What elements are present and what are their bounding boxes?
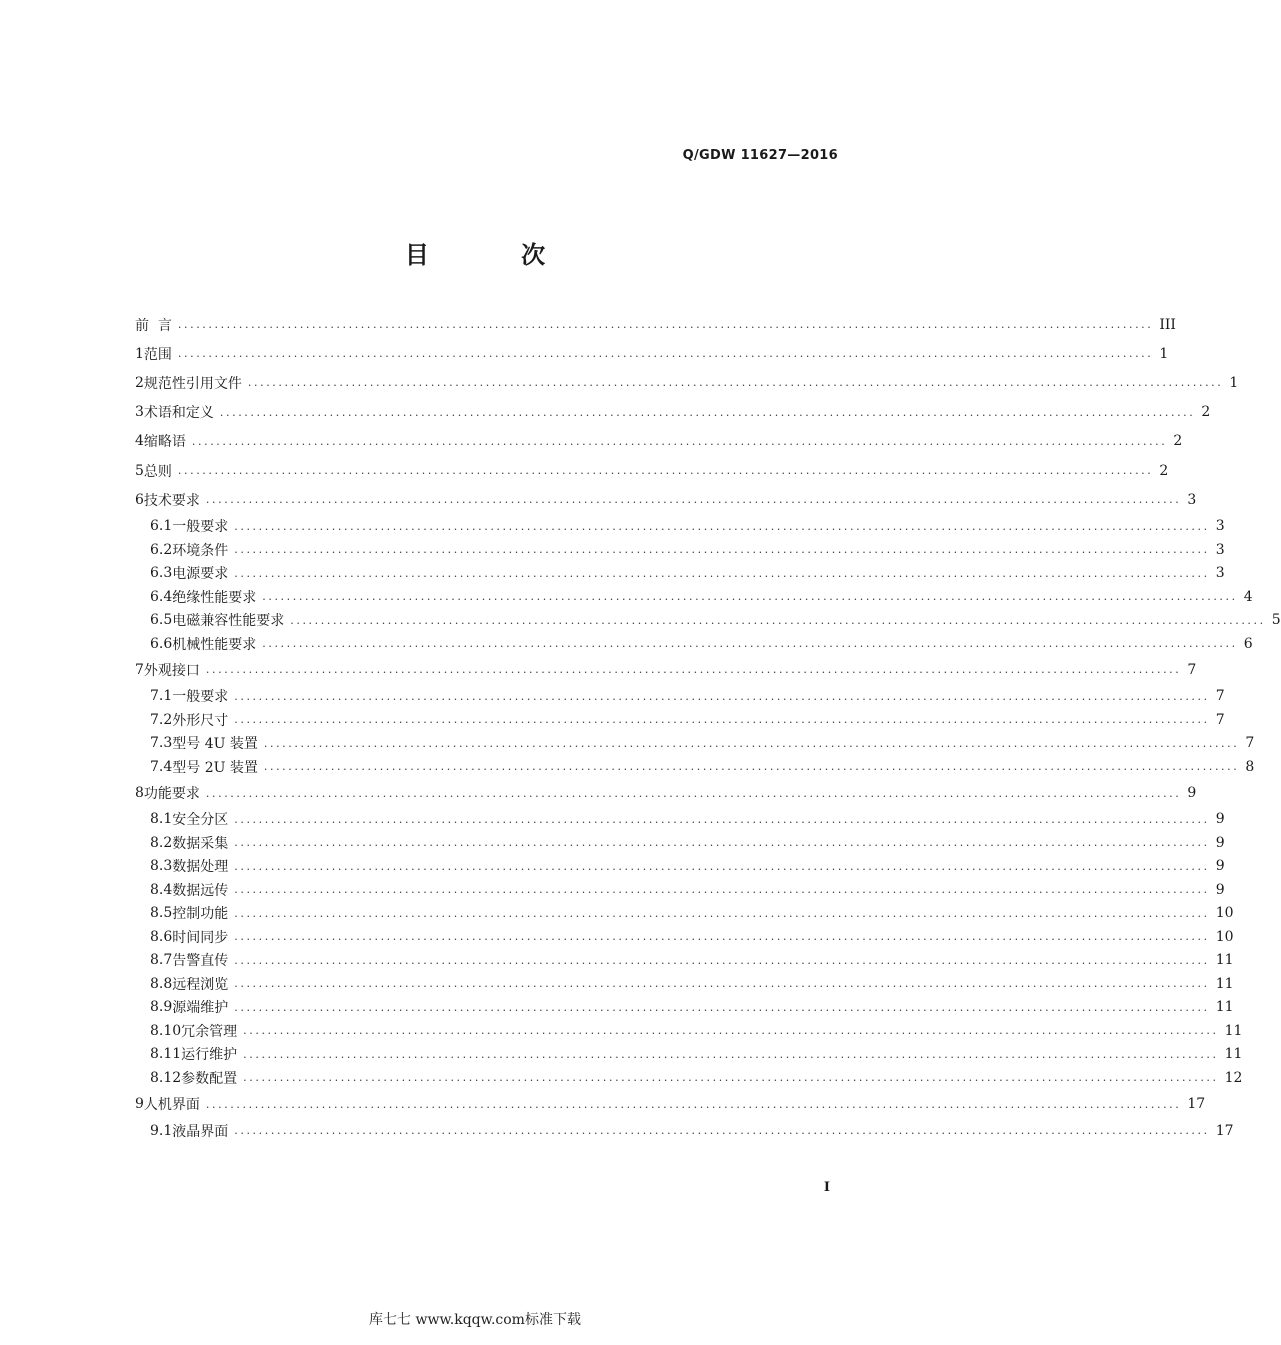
toc-entry-number: 8	[135, 785, 144, 802]
toc-leader-dots: ................................................................................................................................................................	[234, 836, 1210, 850]
toc-entry-title: 技术要求	[143, 492, 200, 509]
toc-entry-page: 9	[1215, 811, 1225, 828]
toc-entry-title: 缩略语	[143, 434, 186, 451]
toc-leader-dots: ................................................................................................................................................................	[263, 760, 1240, 774]
toc-entry[interactable]	[135, 608, 1281, 632]
toc-leader-dots: ................................................................................................................................................................	[234, 906, 1210, 920]
toc-entry[interactable]	[135, 655, 1197, 684]
toc-entry[interactable]	[135, 732, 1255, 756]
toc-entry-title: 时间同步	[172, 929, 229, 946]
toc-leader-dots: ................................................................................................................................................................	[234, 859, 1210, 873]
toc-entry-number: 6.3	[150, 565, 173, 582]
toc-entry[interactable]	[135, 339, 1169, 368]
toc-entry-number: 7	[135, 661, 144, 678]
toc-entry-title: 告警直传	[172, 953, 229, 970]
toc-entry-number: 6.4	[150, 588, 173, 605]
toc-entry-number: 5	[135, 462, 144, 479]
toc-entry-page: 7	[1187, 661, 1197, 678]
toc-entry-title: 术语和定义	[143, 405, 214, 422]
toc-entry-title: 数据远传	[172, 882, 229, 899]
toc-entry[interactable]	[135, 878, 1225, 902]
toc-entry-number: 8.1	[150, 811, 173, 828]
toc-entry-title: 总则	[143, 463, 172, 480]
toc-entry[interactable]	[135, 514, 1225, 538]
toc-entry-page: 10	[1215, 928, 1234, 945]
toc-entry[interactable]	[135, 685, 1225, 709]
toc-entry[interactable]	[135, 632, 1253, 656]
toc-entry-number: 7.2	[150, 711, 173, 728]
toc-entry-number: 8.11	[150, 1046, 182, 1063]
toc-entry-number: 6	[135, 491, 144, 508]
toc-leader-dots: ................................................................................................................................................................	[234, 1000, 1210, 1014]
toc-entry-number: 8.9	[150, 999, 173, 1016]
toc-entry-page: 9	[1215, 881, 1225, 898]
toc-entry[interactable]	[135, 831, 1225, 855]
toc-leader-dots: ................................................................................................................................................................	[205, 493, 1182, 507]
toc-entry-number: 9	[135, 1096, 144, 1113]
toc-entry-number: 6.6	[150, 635, 173, 652]
toc-entry-page: 17	[1215, 1122, 1234, 1139]
toc-entry[interactable]	[135, 368, 1239, 397]
toc-leader-dots: ................................................................................................................................................................	[262, 637, 1238, 651]
toc-entry-title: 电磁兼容性能要求	[172, 613, 285, 630]
toc-leader-dots: ................................................................................................................................................................	[234, 689, 1210, 703]
toc-entry-number: 6.1	[150, 518, 173, 535]
toc-entry[interactable]	[135, 561, 1225, 585]
toc-entry-number: 9.1	[150, 1122, 173, 1139]
toc-entry-number: 8.5	[150, 905, 173, 922]
toc-entry[interactable]	[135, 972, 1234, 996]
toc-leader-dots: ................................................................................................................................................................	[234, 519, 1210, 533]
toc-entry-title: 言	[149, 317, 172, 334]
toc-entry-number: 8.4	[150, 881, 173, 898]
toc-entry-number: 7.4	[150, 758, 173, 775]
toc-entry[interactable]	[135, 485, 1197, 514]
toc-entry-number: 8.7	[150, 952, 173, 969]
toc-entry-number: 6.2	[150, 541, 173, 558]
toc-entry-title: 规范性引用文件	[143, 375, 242, 392]
toc-entry-number: 8.8	[150, 975, 173, 992]
toc-entry-page: 9	[1187, 785, 1197, 802]
toc-entry-page: 7	[1215, 711, 1225, 728]
toc-entry[interactable]	[135, 779, 1197, 808]
toc-entry[interactable]	[135, 538, 1225, 562]
toc-leader-dots: ................................................................................................................................................................	[234, 953, 1210, 967]
table-of-contents	[135, 310, 1281, 1142]
toc-entry-page: 11	[1224, 1022, 1243, 1039]
toc-entry-number: 前	[135, 317, 149, 334]
toc-entry-page: 3	[1187, 491, 1197, 508]
toc-leader-dots: ................................................................................................................................................................	[191, 434, 1168, 448]
toc-entry[interactable]	[135, 1019, 1243, 1043]
toc-entry-page: III	[1159, 316, 1176, 333]
toc-entry[interactable]	[135, 1043, 1243, 1067]
toc-entry-title: 数据采集	[172, 835, 229, 852]
toc-entry-page: 2	[1201, 404, 1211, 421]
toc-entry[interactable]	[135, 925, 1234, 949]
toc-leader-dots: ................................................................................................................................................................	[234, 883, 1210, 897]
toc-leader-dots: ................................................................................................................................................................	[234, 812, 1210, 826]
toc-entry-title: 冗余管理	[181, 1023, 238, 1040]
toc-leader-dots: ................................................................................................................................................................	[205, 663, 1182, 677]
toc-entry-title: 电源要求	[172, 566, 229, 583]
toc-entry-page: 8	[1245, 758, 1255, 775]
toc-leader-dots: ................................................................................................................................................................	[234, 713, 1210, 727]
toc-entry-page: 10	[1215, 905, 1234, 922]
toc-entry-page: 11	[1215, 999, 1234, 1016]
toc-entry-page: 1	[1229, 374, 1239, 391]
toc-entry[interactable]	[135, 585, 1253, 609]
toc-entry[interactable]	[135, 1090, 1206, 1119]
toc-entry-title: 型号 4U 装置	[172, 736, 258, 753]
toc-entry-page: 9	[1215, 858, 1225, 875]
toc-entry-title: 人机界面	[143, 1097, 200, 1114]
toc-entry[interactable]	[135, 1066, 1243, 1090]
toc-entry-page: 3	[1215, 565, 1225, 582]
toc-entry-title: 环境条件	[172, 542, 229, 559]
toc-entry-title: 范围	[143, 346, 172, 363]
toc-entry-number: 6.5	[150, 612, 173, 629]
toc-entry-title: 型号 2U 装置	[172, 759, 258, 776]
toc-entry-page: 12	[1224, 1069, 1243, 1086]
toc-leader-dots: ................................................................................................................................................................	[205, 1097, 1182, 1111]
toc-entry-page: 11	[1215, 975, 1234, 992]
page-folio: I	[823, 1180, 830, 1195]
toc-leader-dots: ................................................................................................................................................................	[243, 1024, 1219, 1038]
toc-leader-dots: ................................................................................................................................................................	[247, 376, 1224, 390]
toc-entry[interactable]	[135, 855, 1225, 879]
toc-entry-number: 8.2	[150, 834, 173, 851]
toc-entry-number: 8.6	[150, 928, 173, 945]
toc-leader-dots: ................................................................................................................................................................	[234, 930, 1210, 944]
toc-entry-title: 外形尺寸	[172, 712, 229, 729]
toc-entry-page: 3	[1215, 541, 1225, 558]
toc-leader-dots: ................................................................................................................................................................	[234, 543, 1210, 557]
toc-entry-number: 8.10	[150, 1022, 182, 1039]
toc-entry-number: 2	[135, 374, 144, 391]
toc-entry[interactable]	[135, 808, 1225, 832]
toc-leader-dots: ................................................................................................................................................................	[243, 1047, 1219, 1061]
toc-entry-page: 4	[1243, 588, 1253, 605]
toc-leader-dots: ................................................................................................................................................................	[234, 1124, 1210, 1138]
toc-entry-page: 9	[1215, 834, 1225, 851]
toc-entry-number: 4	[135, 433, 144, 450]
toc-entry-page: 7	[1215, 688, 1225, 705]
toc-entry[interactable]	[135, 902, 1234, 926]
toc-entry[interactable]	[135, 456, 1169, 485]
toc-entry-number: 8.12	[150, 1069, 182, 1086]
toc-entry-title: 液晶界面	[172, 1123, 229, 1140]
toc-entry-title: 外观接口	[143, 662, 200, 679]
toc-entry-title: 远程浏览	[172, 976, 229, 993]
toc-entry-page: 11	[1215, 952, 1234, 969]
toc-leader-dots: ................................................................................................................................................................	[177, 347, 1154, 361]
toc-entry-page: 1	[1159, 345, 1169, 362]
toc-entry-number: 7.1	[150, 688, 173, 705]
toc-leader-dots: ................................................................................................................................................................	[234, 977, 1210, 991]
toc-entry-title: 绝缘性能要求	[172, 589, 257, 606]
toc-entry-page: 3	[1215, 518, 1225, 535]
toc-entry-page: 7	[1245, 735, 1255, 752]
toc-entry-title: 一般要求	[172, 519, 229, 536]
toc-entry-page: 6	[1243, 635, 1253, 652]
toc-leader-dots: ................................................................................................................................................................	[177, 464, 1154, 478]
footer-watermark: 库七七 www.kqqw.com标准下载	[369, 1312, 581, 1328]
toc-entry[interactable]	[135, 708, 1225, 732]
toc-entry-page: 5	[1271, 612, 1281, 629]
toc-entry[interactable]	[135, 949, 1234, 973]
toc-entry-number: 1	[135, 345, 144, 362]
toc-leader-dots: ................................................................................................................................................................	[263, 736, 1240, 750]
toc-leader-dots: ................................................................................................................................................................	[262, 590, 1238, 604]
toc-entry[interactable]	[135, 427, 1183, 456]
toc-entry[interactable]	[135, 755, 1255, 779]
toc-entry-page: 11	[1224, 1046, 1243, 1063]
toc-leader-dots: ................................................................................................................................................................	[243, 1071, 1219, 1085]
toc-entry-page: 2	[1159, 462, 1169, 479]
toc-entry-page: 17	[1187, 1096, 1206, 1113]
toc-entry[interactable]	[135, 996, 1234, 1020]
toc-entry-title: 控制功能	[172, 906, 229, 923]
toc-entry[interactable]	[135, 310, 1176, 339]
toc-entry-number: 3	[135, 404, 144, 421]
page-title: 目 次	[404, 241, 588, 269]
toc-entry-page: 2	[1173, 433, 1183, 450]
toc-entry-title: 机械性能要求	[172, 636, 257, 653]
toc-leader-dots: ................................................................................................................................................................	[205, 786, 1182, 800]
document-code: Q/GDW 11627—2016	[682, 148, 838, 163]
toc-entry-title: 参数配置	[181, 1070, 238, 1087]
toc-entry-title: 源端维护	[172, 1000, 229, 1017]
toc-entry-title: 一般要求	[172, 689, 229, 706]
toc-leader-dots: ................................................................................................................................................................	[290, 613, 1266, 627]
toc-leader-dots: ................................................................................................................................................................	[177, 318, 1154, 332]
toc-leader-dots: ................................................................................................................................................................	[234, 566, 1210, 580]
toc-entry-title: 运行维护	[181, 1047, 238, 1064]
toc-entry-number: 8.3	[150, 858, 173, 875]
toc-entry-title: 安全分区	[172, 812, 229, 829]
toc-leader-dots: ................................................................................................................................................................	[219, 405, 1196, 419]
toc-entry-title: 数据处理	[172, 859, 229, 876]
toc-entry-number: 7.3	[150, 735, 173, 752]
toc-entry-title: 功能要求	[143, 786, 200, 803]
toc-entry[interactable]	[135, 1119, 1234, 1143]
toc-entry[interactable]	[135, 398, 1211, 427]
